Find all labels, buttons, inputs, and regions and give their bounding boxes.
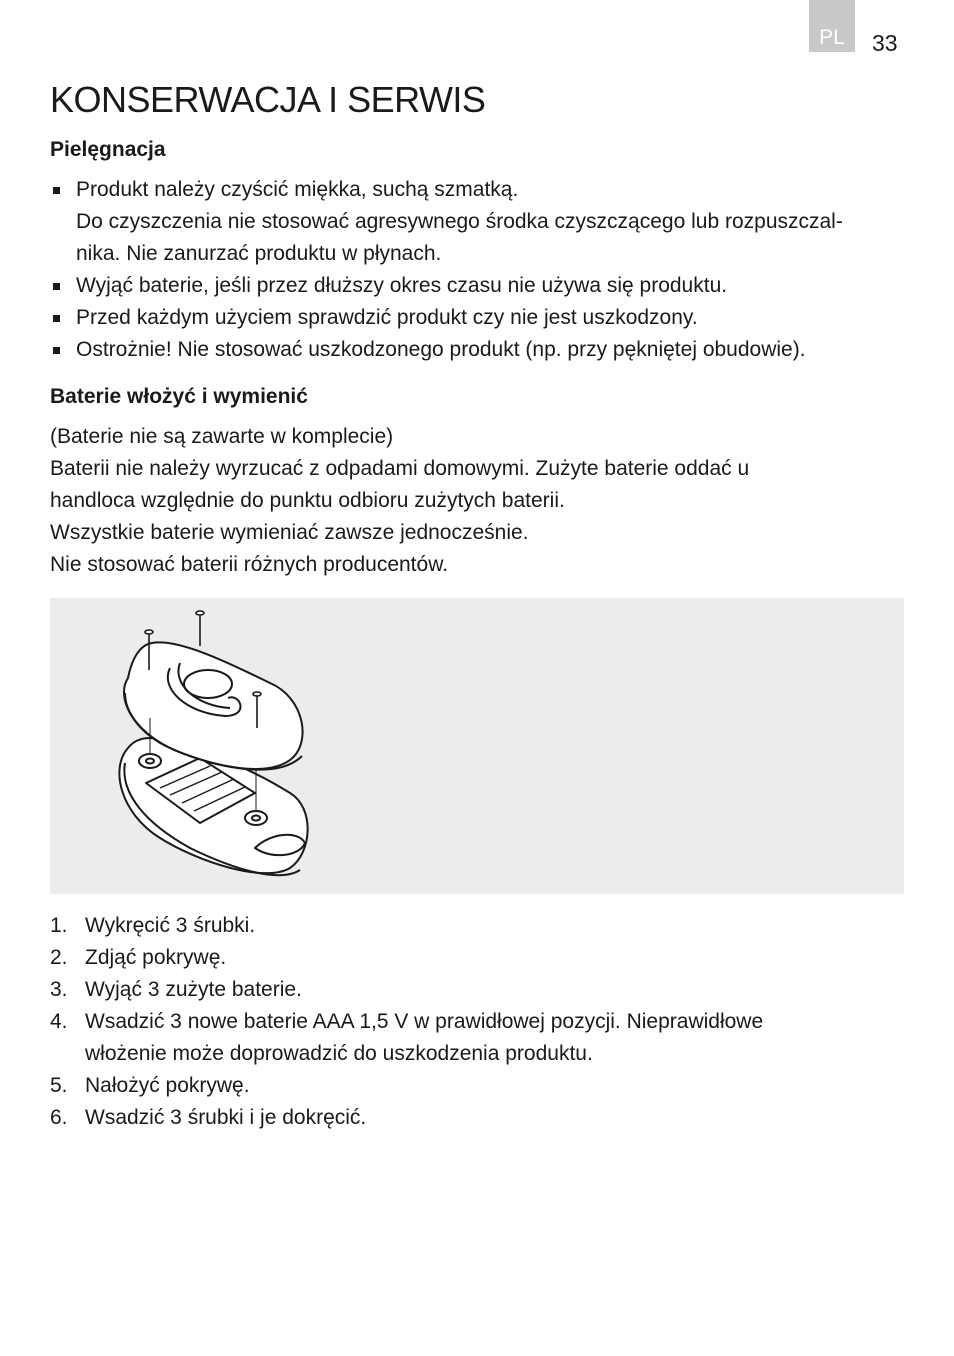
language-label: PL — [819, 26, 845, 49]
care-item-line: nika. Nie zanurzać produktu w płynach. — [76, 242, 442, 265]
step-number: 4. — [50, 1010, 68, 1033]
batteries-line: (Baterie nie są zawarte w komplecie) — [50, 425, 394, 448]
batteries-line: Nie stosować baterii różnych producentów. — [50, 553, 449, 576]
step-text: Wsadzić 3 nowe baterie AAA 1,5 V w prawidłowej pozycji. Nieprawidłowe — [85, 1010, 764, 1033]
care-item — [50, 302, 910, 334]
care-item — [50, 334, 910, 366]
step-item — [50, 1070, 910, 1102]
device-exploded-drawing — [50, 598, 904, 894]
batteries-section — [50, 381, 910, 581]
care-heading: Pielęgnacja — [50, 138, 166, 161]
step-item — [50, 910, 910, 942]
step-number: 1. — [50, 914, 68, 937]
care-item-line: Ostrożnie! Nie stosować uszkodzonego produkt (np. przy pękniętej obudowie). — [76, 338, 806, 361]
step-text: Wsadzić 3 śrubki i je dokręcić. — [85, 1106, 367, 1129]
care-item-line: Do czyszczenia nie stosować agresywnego środka czyszczącego lub rozpuszczal- — [76, 210, 843, 233]
step-number: 5. — [50, 1074, 68, 1097]
care-item — [50, 270, 910, 302]
step-number: 3. — [50, 978, 68, 1001]
step-number: 2. — [50, 946, 68, 969]
step-text: Wykręcić 3 śrubki. — [85, 914, 256, 937]
batteries-line: handloca względnie do punktu odbioru zużytych baterii. — [50, 489, 565, 512]
step-text: włożenie może doprowadzić do uszkodzenia produktu. — [85, 1042, 593, 1065]
care-list — [50, 174, 910, 366]
step-text: Zdjąć pokrywę. — [85, 946, 227, 969]
step-text: Nałożyć pokrywę. — [85, 1074, 250, 1097]
steps-list — [50, 910, 910, 1134]
step-item — [50, 1006, 910, 1070]
step-item — [50, 942, 910, 974]
batteries-text — [50, 421, 910, 581]
main-content — [50, 134, 910, 581]
page-number: 33 — [872, 30, 898, 56]
step-number: 6. — [50, 1106, 68, 1129]
batteries-line: Wszystkie baterie wymieniać zawsze jednocześnie. — [50, 521, 529, 544]
care-item — [50, 174, 910, 270]
language-tab — [809, 0, 855, 52]
step-item — [50, 974, 910, 1006]
care-item-line: Przed każdym użyciem sprawdzić produkt czy nie jest uszkodzony. — [76, 306, 698, 329]
step-text: Wyjąć 3 zużyte baterie. — [85, 978, 302, 1001]
screw — [196, 611, 204, 646]
page-title: KONSERWACJA I SERWIS — [50, 79, 486, 120]
batteries-heading: Baterie włożyć i wymienić — [50, 385, 308, 408]
batteries-line: Baterii nie należy wyrzucać z odpadami domowymi. Zużyte baterie oddać u — [50, 457, 750, 480]
battery-replacement-illustration — [50, 598, 904, 894]
care-item-line: Wyjąć baterie, jeśli przez dłuższy okres czasu nie używa się produktu. — [76, 274, 728, 297]
care-item-line: Produkt należy czyścić miękka, suchą szmatką. — [76, 178, 519, 201]
step-item — [50, 1102, 910, 1134]
